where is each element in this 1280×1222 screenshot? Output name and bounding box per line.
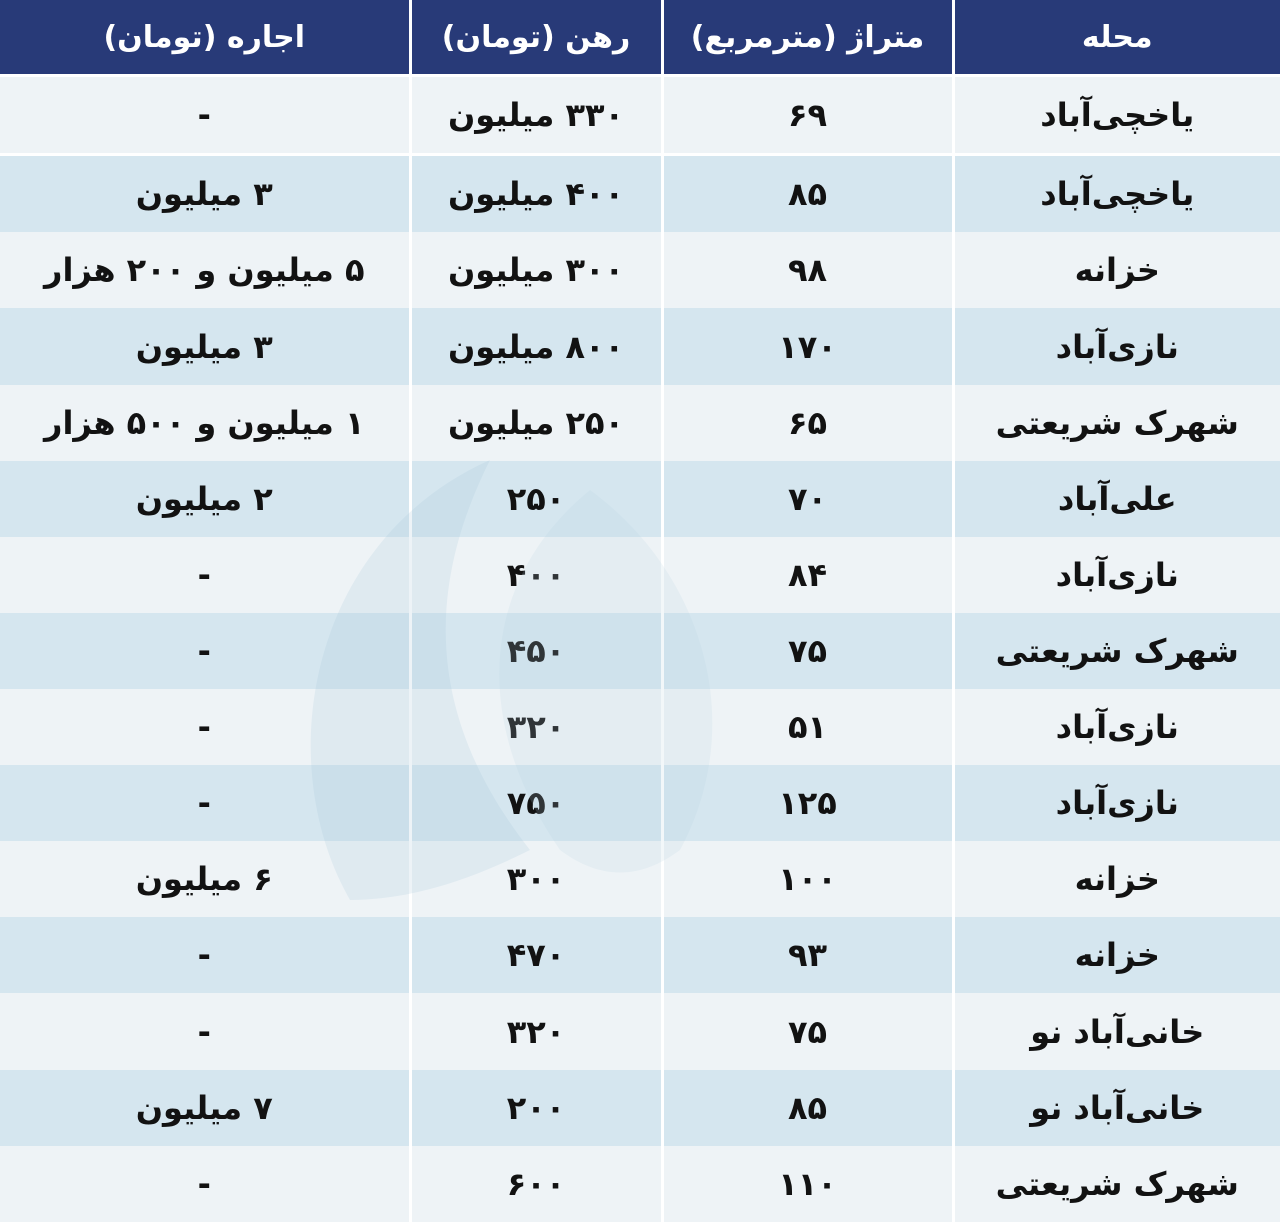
cell-area: ۱۰۰ bbox=[662, 841, 953, 917]
cell-area: ۷۵ bbox=[662, 993, 953, 1069]
cell-deposit: ۸۰۰ میلیون bbox=[410, 308, 662, 384]
cell-area: ۸۵ bbox=[662, 1070, 953, 1146]
cell-neighborhood: خزانه bbox=[953, 232, 1280, 308]
cell-deposit: ۳۰۰ bbox=[410, 841, 662, 917]
cell-rent: - bbox=[0, 917, 410, 993]
cell-deposit: ۶۰۰ bbox=[410, 1146, 662, 1222]
cell-neighborhood: نازی‌آباد bbox=[953, 689, 1280, 765]
cell-deposit: ۳۲۰ bbox=[410, 993, 662, 1069]
cell-neighborhood: شهرک شریعتی bbox=[953, 385, 1280, 461]
table-row bbox=[0, 689, 1280, 765]
header-rent: اجاره (تومان) bbox=[0, 0, 410, 76]
cell-area: ۶۹ bbox=[662, 76, 953, 155]
cell-rent: - bbox=[0, 765, 410, 841]
header-neighborhood: محله bbox=[953, 0, 1280, 76]
cell-deposit: ۳۲۰ bbox=[410, 689, 662, 765]
cell-area: ۷۵ bbox=[662, 613, 953, 689]
cell-area: ۹۳ bbox=[662, 917, 953, 993]
table-row bbox=[0, 993, 1280, 1069]
cell-area: ۱۱۰ bbox=[662, 1146, 953, 1222]
cell-rent: - bbox=[0, 1146, 410, 1222]
header-area: متراژ (مترمربع) bbox=[662, 0, 953, 76]
table-row bbox=[0, 613, 1280, 689]
cell-neighborhood: خانی‌آباد نو bbox=[953, 993, 1280, 1069]
cell-neighborhood: نازی‌آباد bbox=[953, 765, 1280, 841]
cell-rent: ۲ میلیون bbox=[0, 461, 410, 537]
cell-deposit: ۴۵۰ bbox=[410, 613, 662, 689]
cell-rent: - bbox=[0, 689, 410, 765]
cell-neighborhood: شهرک شریعتی bbox=[953, 1146, 1280, 1222]
table-row bbox=[0, 461, 1280, 537]
cell-area: ۵۱ bbox=[662, 689, 953, 765]
cell-rent: - bbox=[0, 537, 410, 613]
cell-rent: ۳ میلیون bbox=[0, 308, 410, 384]
cell-area: ۱۷۰ bbox=[662, 308, 953, 384]
cell-neighborhood: خانی‌آباد نو bbox=[953, 1070, 1280, 1146]
cell-deposit: ۳۰۰ میلیون bbox=[410, 232, 662, 308]
cell-neighborhood: شهرک شریعتی bbox=[953, 613, 1280, 689]
table-row bbox=[0, 308, 1280, 384]
cell-rent: - bbox=[0, 76, 410, 155]
cell-deposit: ۲۵۰ میلیون bbox=[410, 385, 662, 461]
cell-neighborhood: نازی‌آباد bbox=[953, 308, 1280, 384]
cell-neighborhood: خزانه bbox=[953, 917, 1280, 993]
table-row bbox=[0, 76, 1280, 155]
cell-rent: ۶ میلیون bbox=[0, 841, 410, 917]
cell-neighborhood: علی‌آباد bbox=[953, 461, 1280, 537]
cell-deposit: ۴۰۰ میلیون bbox=[410, 155, 662, 233]
cell-area: ۶۵ bbox=[662, 385, 953, 461]
table-row bbox=[0, 385, 1280, 461]
cell-area: ۸۴ bbox=[662, 537, 953, 613]
cell-deposit: ۲۰۰ bbox=[410, 1070, 662, 1146]
cell-area: ۷۰ bbox=[662, 461, 953, 537]
cell-area: ۱۲۵ bbox=[662, 765, 953, 841]
cell-deposit: ۴۰۰ bbox=[410, 537, 662, 613]
cell-rent: ۵ میلیون و ۲۰۰ هزار bbox=[0, 232, 410, 308]
table-row bbox=[0, 155, 1280, 233]
cell-rent: - bbox=[0, 613, 410, 689]
header-row bbox=[0, 0, 1280, 76]
cell-rent: ۳ میلیون bbox=[0, 155, 410, 233]
cell-deposit: ۴۷۰ bbox=[410, 917, 662, 993]
header-deposit: رهن (تومان) bbox=[410, 0, 662, 76]
cell-neighborhood: یاخچی‌آباد bbox=[953, 76, 1280, 155]
cell-rent: - bbox=[0, 993, 410, 1069]
cell-area: ۸۵ bbox=[662, 155, 953, 233]
table-header bbox=[0, 0, 1280, 76]
table-body bbox=[0, 76, 1280, 1222]
table-row bbox=[0, 765, 1280, 841]
cell-rent: ۱ میلیون و ۵۰۰ هزار bbox=[0, 385, 410, 461]
table-row bbox=[0, 917, 1280, 993]
cell-rent: ۷ میلیون bbox=[0, 1070, 410, 1146]
cell-area: ۹۸ bbox=[662, 232, 953, 308]
table-row bbox=[0, 1070, 1280, 1146]
table-row bbox=[0, 537, 1280, 613]
cell-neighborhood: یاخچی‌آباد bbox=[953, 155, 1280, 233]
table-row bbox=[0, 232, 1280, 308]
table-row bbox=[0, 1146, 1280, 1222]
cell-deposit: ۲۵۰ bbox=[410, 461, 662, 537]
cell-neighborhood: نازی‌آباد bbox=[953, 537, 1280, 613]
cell-deposit: ۷۵۰ bbox=[410, 765, 662, 841]
cell-deposit: ۳۳۰ میلیون bbox=[410, 76, 662, 155]
cell-neighborhood: خزانه bbox=[953, 841, 1280, 917]
table-row bbox=[0, 841, 1280, 917]
